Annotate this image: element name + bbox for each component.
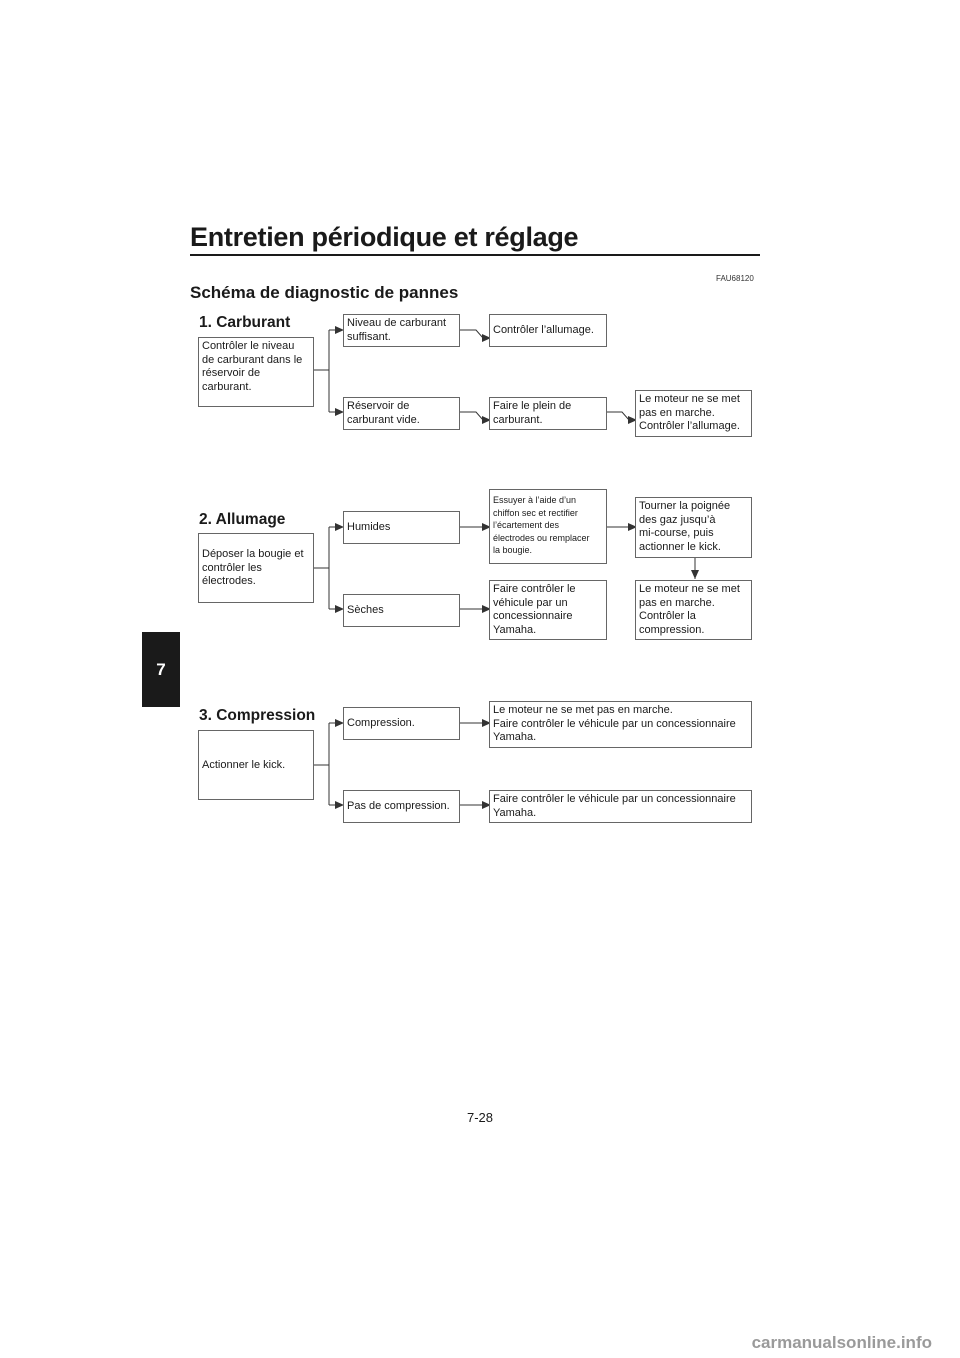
carburant-branch-a-result-box: Contrôler l’allumage. — [489, 314, 607, 347]
allumage-branch-a-result-box: Le moteur ne se met pas en marche. Contrôler la compression. — [635, 580, 752, 640]
group-title-compression: 3. Compression — [199, 707, 316, 724]
section-title: Schéma de diagnostic de pannes — [190, 283, 459, 302]
compression-branch-b-result-box: Faire contrôler le véhicule par un concessionnaire Yamaha. — [489, 790, 752, 823]
allumage-start-box: Déposer la bougie et contrôler les électrodes. — [198, 533, 314, 603]
compression-branch-b-box: Pas de compression. — [343, 790, 460, 823]
group-title-carburant: 1. Carburant — [199, 314, 291, 331]
chapter-tab: 7 — [142, 632, 180, 707]
carburant-branch-a-box: Niveau de carburant suffisant. — [343, 314, 460, 347]
group-title-allumage: 2. Allumage — [199, 511, 286, 528]
compression-branch-bracket — [313, 723, 329, 805]
reference-code: FAU68120 — [716, 274, 754, 283]
allumage-branch-b-box: Sèches — [343, 594, 460, 627]
carburant-branch-bracket — [313, 330, 329, 412]
carburant-arrow-a-result — [460, 330, 491, 338]
carburant-start-box: Contrôler le niveau de carburant dans le réservoir de carburant. — [198, 337, 314, 407]
allumage-branch-b-result-box: Faire contrôler le véhicule par un concessionnaire Yamaha. — [489, 580, 607, 640]
carburant-branch-b-result-box: Le moteur ne se met pas en marche. Contrôler l’allumage. — [635, 390, 752, 437]
allumage-branch-a-action-box: Essuyer à l’aide d’un chiffon sec et rectifier l’écartement des électrodes ou remplacer la bougie. — [489, 489, 607, 564]
allumage-branch-a-box: Humides — [343, 511, 460, 544]
compression-branch-a-result-box: Le moteur ne se met pas en marche. Faire contrôler le véhicule par un concessionnaire Yamaha. — [489, 701, 752, 748]
carburant-arrow-b-action — [460, 412, 491, 420]
compression-branch-a-box: Compression. — [343, 707, 460, 740]
compression-start-box: Actionner le kick. — [198, 730, 314, 800]
page-number: 7-28 — [466, 1110, 494, 1125]
carburant-branch-b-box: Réservoir de carburant vide. — [343, 397, 460, 430]
carburant-branch-b-action-box: Faire le plein de carburant. — [489, 397, 607, 430]
watermark: carmanualsonline.info — [751, 1333, 932, 1352]
page-header-title: Entretien périodique et réglage — [190, 222, 579, 252]
carburant-arrow-b-result — [606, 412, 637, 420]
allumage-branch-a-next-box: Tourner la poignée des gaz jusqu’à mi-course, puis actionner le kick. — [635, 497, 752, 558]
